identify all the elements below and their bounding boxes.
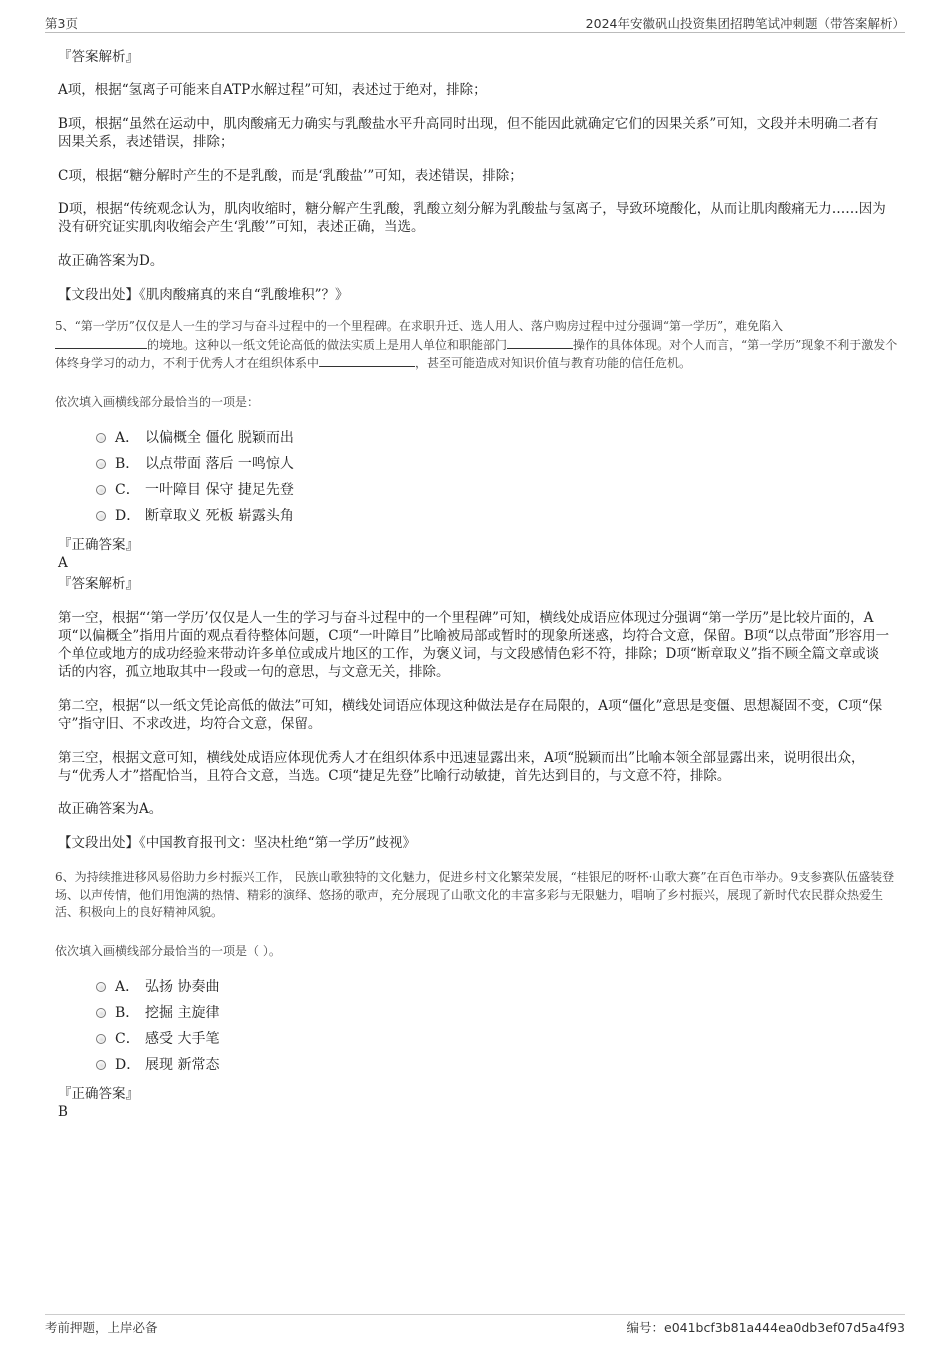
question-5-prompt: 依次填入画横线部分最恰当的一项是：	[55, 395, 260, 409]
option-letter: B．	[115, 1005, 140, 1021]
radio-icon[interactable]	[96, 485, 106, 495]
blank-1	[55, 336, 147, 349]
question-5-stem	[55, 318, 900, 373]
stem-text: 5、“第一学历”仅仅是人一生的学习与奋斗过程中的一个里程碑。在求职升迁、选人用人、落户购房过程中过分强调“第一学历”，难免陷入	[55, 319, 784, 333]
option-letter: D．	[115, 1057, 141, 1073]
stem-text: 操作的具体体现。对个人而言，“第一学历”现象不利于激发个体终身学习的动力，不利于优秀人才在组织体系中	[55, 337, 898, 370]
question-6-stem: 6、为持续推进移风易俗助力乡村振兴工作， 民族山歌独特的文化魅力，促进乡村文化繁荣发展，“桂银尼的呀杯·山歌大赛”在百色市举办。9支参赛队伍盛装登场、以声传情，他们用饱满的热情、精彩的演绎、悠扬的歌声，充分展现了山歌文化的丰富多彩与无限魅力，唱响了乡村振兴，展现了新时代农民群众热爱生活、积极向上的良好精神风貌。	[55, 870, 895, 919]
blank-3	[319, 354, 415, 367]
correct-answer-label: 『正确答案』	[58, 1086, 139, 1102]
option-letter: C．	[115, 482, 140, 498]
analysis-option-c: C项，根据“糖分解时产生的不是乳酸，而是‘乳酸盐’”可知，表述错误，排除；	[58, 168, 523, 184]
source-citation: 【文段出处】《肌肉酸痛真的来自“乳酸堆积”？》	[58, 287, 349, 303]
option-text: 挖掘 主旋律	[145, 1005, 220, 1021]
correct-answer-label: 『正确答案』	[58, 537, 139, 553]
radio-icon[interactable]	[96, 1060, 106, 1070]
stem-text: 的境地。这种以一纸文凭论高低的做法实质上是用人单位和职能部门	[147, 337, 508, 352]
q6-option-b[interactable]	[96, 1004, 219, 1022]
correct-answer: A	[58, 555, 68, 571]
radio-icon[interactable]	[96, 1034, 106, 1044]
option-letter: A．	[115, 979, 140, 995]
document-id: 编号：e041bcf3b81a444ea0db3ef07d5a4f93	[626, 1320, 905, 1335]
option-text: 断章取义 死板 崭露头角	[145, 508, 294, 524]
option-text: 以点带面 落后 一鸣惊人	[145, 456, 294, 472]
option-text: 一叶障目 保守 捷足先登	[145, 482, 294, 498]
analysis-paragraph-1: 第一空，根据“‘第一学历’仅仅是人一生的学习与奋斗过程中的一个里程碑”可知，横线处成语应体现过分强调“第一学历”是比较片面的，A项“以偏概全”指用片面的观点看待整体问题，C项“一叶障目”比喻被局部或暂时的现象所迷惑，均符合文意，保留。B项“以点带面”形容用一个单位或地方的成功经验来带动许多单位或成片地区的工作，为褒义词，与文段感情色彩不符，排除；D项“断章取义”指不顾全篇文章或谈话的内容，孤立地取其中一段或一句的意思，与文意无关，排除。	[58, 610, 890, 680]
footer-slogan: 考前押题，上岸必备	[45, 1320, 158, 1335]
answer-conclusion: 故正确答案为A。	[58, 801, 163, 817]
option-letter: C．	[115, 1031, 140, 1047]
analysis-option-b: B项，根据“虽然在运动中，肌肉酸痛无力确实与乳酸盐水平升高同时出现，但不能因此就确定它们的因果关系”可知，文段并未明确二者有因果关系，表述错误，排除；	[58, 116, 879, 150]
stem-text: ，甚至可能造成对知识价值与教育功能的信任危机。	[415, 356, 692, 370]
option-text: 弘扬 协奏曲	[145, 979, 220, 995]
page-number: 第3页	[45, 16, 78, 31]
analysis-option-a: A项，根据“氢离子可能来自ATP水解过程”可知，表述过于绝对，排除；	[58, 82, 487, 98]
question-6-prompt: 依次填入画横线部分最恰当的一项是（ ）。	[55, 944, 281, 958]
radio-icon[interactable]	[96, 459, 106, 469]
analysis-label: 『答案解析』	[58, 49, 139, 65]
analysis-option-d: D项，根据“传统观念认为，肌肉收缩时，糖分解产生乳酸，乳酸立刻分解为乳酸盐与氢离子，导致环境酸化，从而让肌肉酸痛无力……因为没有研究证实肌肉收缩会产生‘乳酸’”可知，表述正确，当选。	[58, 201, 886, 235]
option-letter: A．	[115, 430, 140, 446]
q6-option-d[interactable]	[96, 1056, 219, 1074]
option-letter: D．	[115, 508, 141, 524]
option-letter: B．	[115, 456, 140, 472]
page-footer	[45, 1314, 905, 1339]
radio-icon[interactable]	[96, 511, 106, 521]
q5-option-d[interactable]	[96, 507, 294, 525]
option-text: 感受 大手笔	[145, 1031, 220, 1047]
page-header	[45, 14, 905, 33]
q5-option-a[interactable]	[96, 429, 294, 447]
analysis-paragraph-3: 第三空，根据文意可知，横线处成语应体现优秀人才在组织体系中迅速显露出来，A项“脱颖而出”比喻本领全部显露出来，说明很出众，与“优秀人才”搭配恰当，且符合文意，当选。C项“捷足先登”比喻行动敏捷，首先达到目的，与文意不符，排除。	[58, 750, 865, 784]
radio-icon[interactable]	[96, 982, 106, 992]
correct-answer: B	[58, 1104, 68, 1120]
option-text: 以偏概全 僵化 脱颖而出	[145, 430, 294, 446]
blank-2	[507, 336, 573, 349]
answer-conclusion: 故正确答案为D。	[58, 253, 164, 269]
source-citation: 【文段出处】《中国教育报刊文：坚决杜绝“第一学历”歧视》	[58, 835, 417, 851]
radio-icon[interactable]	[96, 1008, 106, 1018]
q6-option-a[interactable]	[96, 978, 219, 996]
analysis-paragraph-2: 第二空，根据“以一纸文凭论高低的做法”可知，横线处词语应体现这种做法是存在局限的，A项“僵化”意思是变僵、思想凝固不变，C项“保守”指守旧、不求改进，均符合文意，保留。	[58, 698, 883, 732]
radio-icon[interactable]	[96, 433, 106, 443]
q5-option-c[interactable]	[96, 481, 294, 499]
analysis-label: 『答案解析』	[58, 576, 139, 592]
option-text: 展现 新常态	[145, 1057, 220, 1073]
q5-option-b[interactable]	[96, 455, 294, 473]
document-title: 2024年安徽矾山投资集团招聘笔试冲刺题（带答案解析）	[585, 16, 905, 31]
q6-option-c[interactable]	[96, 1030, 219, 1048]
